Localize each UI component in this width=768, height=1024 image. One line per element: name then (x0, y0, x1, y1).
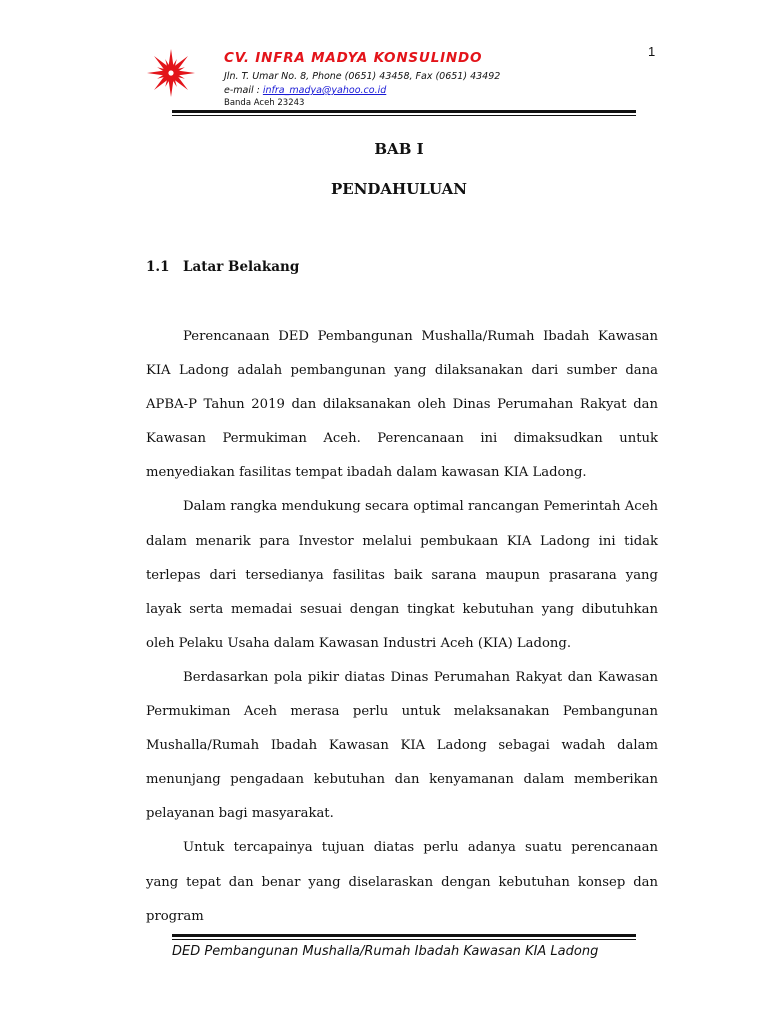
paragraph: Perencanaan DED Pembangunan Mushalla/Rumah Ibadah Kawasan KIA Ladong adalah pembangunan yang dilaksanakan dari sumber dana APBA-P Tahun 2019 dan dilaksanakan oleh Dinas Perumahan Rakyat dan Kawasan Permukiman Aceh. Perencanaan ini dimaksudkan untuk menyediakan fasilitas tempat ibadah dalam kawasan KIA Ladong. (146, 329, 658, 481)
section-title: Latar Belakang (183, 259, 300, 275)
red-star-logo-icon (146, 48, 196, 98)
header-divider (172, 110, 636, 116)
email-link[interactable]: infra_madya@yahoo.co.id (262, 85, 387, 96)
company-email-line (224, 85, 500, 96)
company-city: Banda Aceh 23243 (224, 98, 305, 108)
company-letterhead (224, 50, 500, 108)
body-text (146, 320, 658, 934)
page-number: 1 (648, 44, 656, 59)
paragraph: Berdasarkan pola pikir diatas Dinas Perumahan Rakyat dan Kawasan Permukiman Aceh merasa perlu untuk melaksanakan Pembangunan Mushalla/Rumah Ibadah Kawasan KIA Ladong sebagai wadah dalam menunjang pengadaan kebutuhan dan kenyamanan dalam memberikan pelayanan bagi masyarakat. (146, 669, 658, 822)
section-number: 1.1 (146, 259, 170, 275)
company-address: Jln. T. Umar No. 8, Phone (0651) 43458, Fax (0651) 43492 (224, 71, 501, 82)
paragraph: Dalam rangka mendukung secara optimal rancangan Pemerintah Aceh dalam menarik para Investor melalui pembukaan KIA Ladong ini tidak terlepas dari tersedianya fasilitas baik sarana maupun prasarana yang layak serta memadai sesuai dengan tingkat kebutuhan yang dibutuhkan oleh Pelaku Usaha dalam Kawasan Industri Aceh (KIA) Ladong. (146, 499, 658, 651)
email-label: e-mail : (224, 85, 260, 96)
company-name: CV. INFRA MADYA KONSULINDO (224, 50, 483, 66)
chapter-title: PENDAHULUAN (330, 180, 468, 198)
paragraph: Untuk tercapainya tujuan diatas perlu adanya suatu perencanaan yang tepat dan benar yang diselaraskan dengan kebutuhan konsep dan program (146, 840, 658, 924)
footer-divider (172, 934, 636, 940)
chapter-number: BAB I (374, 140, 424, 158)
section-heading (146, 259, 299, 275)
footer-text: DED Pembangunan Mushalla/Rumah Ibadah Kawasan KIA Ladong (172, 944, 599, 959)
